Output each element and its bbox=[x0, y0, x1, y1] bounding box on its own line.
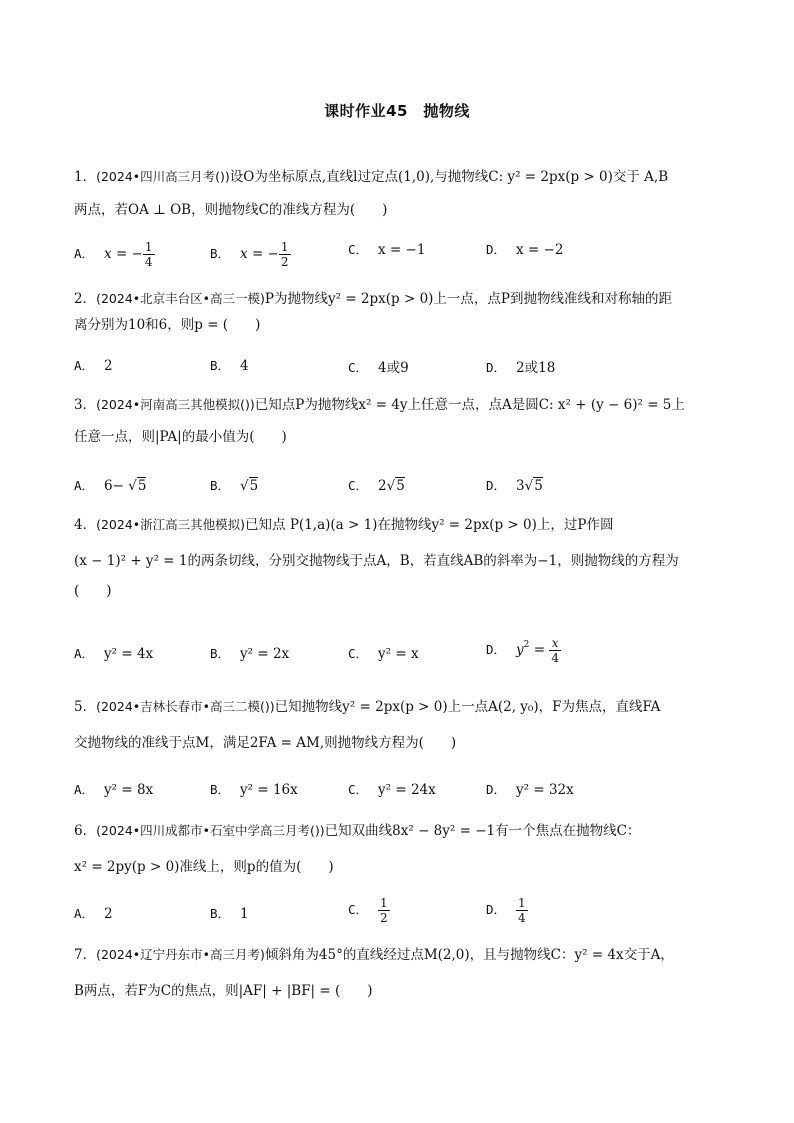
question-5 bbox=[74, 696, 724, 754]
option-b[interactable]: B． y² = 16x bbox=[210, 782, 298, 798]
question-7-line-2: B两点，若F为C的焦点，则|AF| + |BF| = ( ) bbox=[74, 983, 373, 999]
question-3-line-2: 任意一点，则|PA|的最小值为( ) bbox=[74, 429, 287, 445]
option-d[interactable]: D． 3√5 bbox=[486, 478, 543, 494]
question-source: (2024•辽宁丹东市•高三月考) bbox=[96, 947, 265, 962]
question-2-options bbox=[74, 356, 734, 386]
page-title: 课时作业45 抛物线 bbox=[324, 102, 470, 120]
option-d[interactable]: D． x = −2 bbox=[486, 242, 564, 258]
question-text: P为抛物线y² = 2px(p > 0)上一点，点P到抛物线准线和对称轴的距 bbox=[264, 291, 673, 307]
question-3 bbox=[74, 394, 724, 448]
question-3-line-1: 3．(2024•河南高三其他模拟())已知点P为抛物线x² = 4y上任意一点，点A是圆C: x² + (y − 6)² = 5上 bbox=[74, 397, 685, 413]
question-4 bbox=[74, 514, 724, 602]
option-c[interactable]: C． 4或9 bbox=[348, 360, 409, 376]
option-b[interactable]: B． 4 bbox=[210, 358, 249, 374]
question-7 bbox=[74, 944, 724, 1002]
question-2-line-1: 2．(2024•北京丰台区•高三一模)P为抛物线y² = 2px(p > 0)上一点，点P到抛物线准线和对称轴的距 bbox=[74, 291, 673, 307]
question-3-options bbox=[74, 476, 734, 506]
question-1 bbox=[74, 166, 724, 221]
option-c[interactable]: C． x = −1 bbox=[348, 242, 426, 258]
question-4-options bbox=[74, 636, 734, 674]
option-a[interactable]: A． x = − $\frac{1}{4}$ bbox=[74, 240, 153, 269]
question-6-line-2: x² = 2py(p > 0)准线上，则p的值为( ) bbox=[74, 859, 334, 875]
question-source: (2024•吉林长春市•高三二模()) bbox=[96, 699, 275, 714]
option-a[interactable]: A． 2 bbox=[74, 906, 113, 922]
question-5-line-2: 交抛物线的准线于点M，满足2FA = AM,则抛物线方程为( ) bbox=[74, 735, 457, 751]
option-d[interactable]: D． 2或18 bbox=[486, 360, 556, 376]
question-text: 设O为坐标原点,直线l过定点(1,0),与抛物线C: y² = 2px(p > 0)交于 A,B bbox=[229, 169, 669, 185]
option-c[interactable]: C． y² = x bbox=[348, 646, 419, 662]
question-4-line-2: (x − 1)² + y² = 1的两条切线，分别交抛物线于点A，B，若直线AB的斜率为−1，则抛物线的方程为 bbox=[74, 553, 679, 569]
option-c[interactable]: C． y² = 24x bbox=[348, 782, 436, 798]
question-text: 已知抛物线y² = 2px(p > 0)上一点A(2, y₀)，F为焦点，直线FA bbox=[274, 699, 661, 715]
option-a[interactable]: A． 6− √5 bbox=[74, 478, 147, 494]
question-source: (2024•浙江高三其他模拟) bbox=[96, 517, 246, 532]
option-c[interactable]: C． 2√5 bbox=[348, 478, 405, 494]
question-4-line-3: ( ) bbox=[74, 583, 112, 599]
question-1-line-1: 1．(2024•四川高三月考())设O为坐标原点,直线l过定点(1,0),与抛物线C: y² = 2px(p > 0)交于 A,B bbox=[74, 169, 669, 185]
question-text: 已知点 P(1,a)(a > 1)在抛物线y² = 2px(p > 0)上，过P作圆 bbox=[245, 517, 614, 533]
question-6-line-1: 6．(2024•四川成都市•石室中学高三月考())已知双曲线8x² − 8y² = −1有一个焦点在抛物线C： bbox=[74, 823, 641, 839]
option-d[interactable]: D． $y^2$ = $\frac{x}{4}$ bbox=[486, 636, 559, 665]
option-a[interactable]: A． y² = 4x bbox=[74, 646, 154, 662]
question-text: 已知点P为抛物线x² = 4y上任意一点，点A是圆C: x² + (y − 6)² = 5上 bbox=[254, 397, 685, 413]
question-6-options bbox=[74, 896, 734, 934]
question-7-line-1: 7．(2024•辽宁丹东市•高三月考)倾斜角为45°的直线经过点M(2,0)，且与抛物线C：y² = 4x交于A， bbox=[74, 947, 674, 963]
question-4-line-1: 4．(2024•浙江高三其他模拟)已知点 P(1,a)(a > 1)在抛物线y² = 2px(p > 0)上，过P作圆 bbox=[74, 517, 614, 533]
question-1-line-2: 两点，若OA ⊥ OB，则抛物线C的准线方程为( ) bbox=[74, 202, 388, 218]
option-b[interactable]: B． 1 bbox=[210, 906, 249, 922]
option-b[interactable]: B． √5 bbox=[210, 478, 259, 494]
question-source: (2024•四川成都市•石室中学高三月考()) bbox=[96, 823, 325, 838]
option-a[interactable]: A． y² = 8x bbox=[74, 782, 154, 798]
option-c[interactable]: C． $\frac{1}{2}$ bbox=[348, 896, 388, 925]
question-2 bbox=[74, 288, 724, 336]
question-source: (2024•四川高三月考()) bbox=[96, 169, 230, 184]
question-5-options bbox=[74, 780, 734, 810]
question-text: 已知双曲线8x² − 8y² = −1有一个焦点在抛物线C： bbox=[324, 823, 641, 839]
option-d[interactable]: D． y² = 32x bbox=[486, 782, 574, 798]
question-2-line-2: 离分别为10和6，则p = ( ) bbox=[74, 317, 261, 333]
question-source: (2024•北京丰台区•高三一模) bbox=[96, 291, 265, 306]
question-5-line-1: 5．(2024•吉林长春市•高三二模())已知抛物线y² = 2px(p > 0)上一点A(2, y₀)，F为焦点，直线FA bbox=[74, 699, 661, 715]
question-text: 倾斜角为45°的直线经过点M(2,0)，且与抛物线C：y² = 4x交于A， bbox=[264, 947, 674, 963]
option-d[interactable]: D． $\frac{1}{4}$ bbox=[486, 896, 526, 925]
question-1-options bbox=[74, 240, 734, 270]
option-b[interactable]: B． y² = 2x bbox=[210, 646, 290, 662]
question-6 bbox=[74, 820, 724, 878]
option-a[interactable]: A． 2 bbox=[74, 358, 113, 374]
question-source: (2024•河南高三其他模拟()) bbox=[96, 397, 255, 412]
option-b[interactable]: B． x = − $\frac{1}{2}$ bbox=[210, 240, 289, 269]
